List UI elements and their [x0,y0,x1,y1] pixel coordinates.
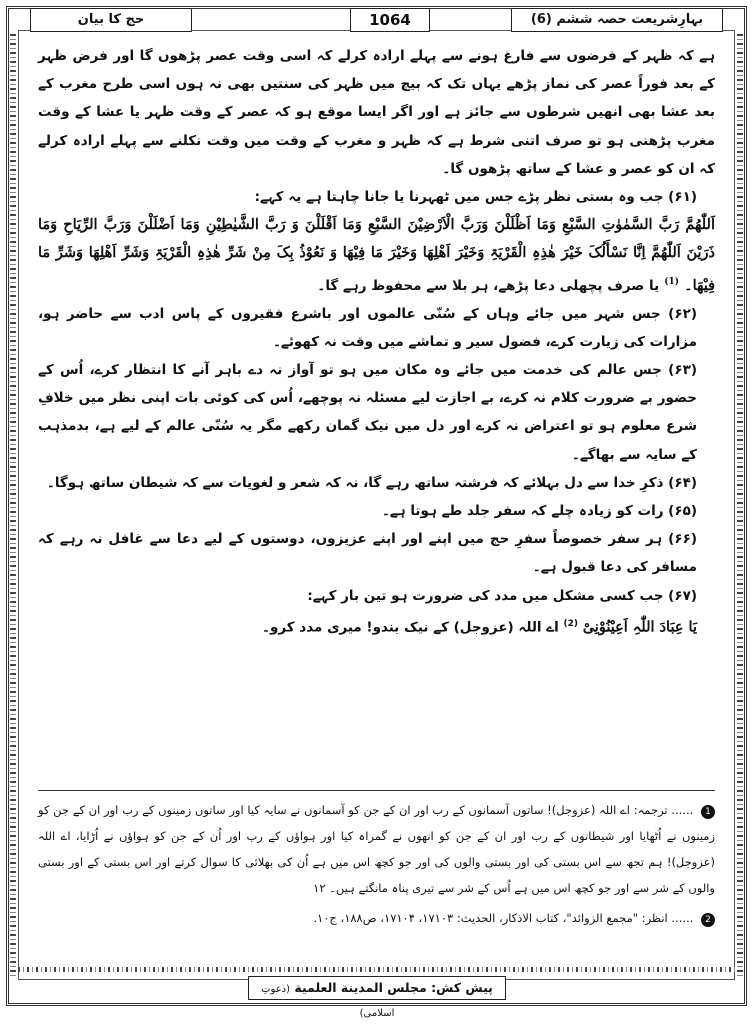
item-67: (۶۷) جب کسی مشکل میں مدد کی ضرورت ہو تین بار کہے: [307,587,697,604]
item-63: (۶۳) جس عالم کی خدمت میں جائے وہ مکان میں ہو تو آواز نہ دے باہر آنے کا انتظار کرے، اُس کے حضور بے ضرورت کلام نہ کرے، بے اجازت لیے مسئلہ نہ پوچھے، اُس کی کوئی بات اپنی نظر میں خلافِ شرع معلوم ہو تو اعتراض نہ کرے اور دل میں نیک گمان رکھے مگر یہ سُنّی عالم کے لیے ہے، بدمذہب کے سایہ سے بھاگے۔ [38,362,697,463]
right-ornament [737,34,743,978]
closing-line [38,610,715,642]
footer-sub: (دعوتِ اسلامی) [261,984,395,1019]
footnote-2 [38,905,715,931]
footnote-number: 1 [701,805,715,819]
dua-arabic: اَللّٰھُمَّ رَبَّ السَّمٰوٰتِ السَّبْعِ وَمَا اَظْلَلْنَ وَرَبَّ الْاَرْضِیْنَ السَّبْعِ وَمَا اَقْلَلْنَ وَ رَبَّ الشَّیٰطِیْنِ وَمَا اَضْلَلْنَ وَرَبَّ الرِّیَاحِ وَمَا ذَرَیْنَ اَللّٰھُمَّ اِنَّا نَسْأَلُکَ خَیْرَ ھٰذِہِ الْقَرْیَۃِ وَخَیْرَ اَھْلِھَا وَخَیْرَ مَا فِیْھَا وَ نَعُوْذُ بِکَ مِنْ شَرِّ ھٰذِہِ الْقَرْیَۃِ وَشَرِّ اَھْلِھَا وَشَرِّ مَا فِیْھَا۔ [38,216,715,294]
item-66: (۶۶) ہر سفر خصوصاً سفرِ حج میں اپنے اور اپنے عزیزوں، دوستوں کے لیے دعا سے غافل نہ رہے کہ مسافر کی دعا قبول ہے۔ [38,531,697,576]
footnote-number: 2 [701,913,715,927]
footnote-text: ...... انظر: "مجمع الزوائد"، کتاب الاذکار، الحدیث: ۱۷۱۰۳، ۱۷۱۰۴، ص۱۸۸، ج۱۰. [313,911,694,925]
footnote-ref-1: (1) [664,276,680,287]
item-62: (۶۲) جس شہر میں جائے وہاں کے سُنّی عالموں اور باشرع فقیروں کے پاس ادب سے حاضر ہو، مزارات کی زیارت کرے، فضول سیر و تماشے میں وقت نہ کھوئے۔ [38,305,697,350]
dua-text [38,211,715,299]
main-text [38,42,715,642]
publisher-footer [248,976,506,1019]
footnote-ref-2: (2) [563,618,578,629]
item-65: (۶۵) رات کو زیادہ چلے کہ سفر جلد طے ہوتا ہے۔ [381,503,697,520]
footnote-text: ...... ترجمہ: اے اللہ (عزوجل)! ساتوں آسمانوں کے رب اور ان کے جن کو آسمانوں نے سایہ کیا اور ساتوں زمینوں کے رب اور ان کے جن کو زمینوں نے اُٹھایا اور شیطانوں کے رب اور ان کے جن کو انھوں نے گمراہ کیا اور ہواؤں کے رب اور اُن کے جن کو ہواؤں نے اُڑایا، اے اللہ (عزوجل)! ہم تجھ سے اس بستی کی اور بستی والوں کی اور جو کچھ اس میں ہے اُن کی بھلائی کا سوال کرتے اور اس بستی کے اور بستی والوں کے شر سے اور جو کچھ اس میں ہے اُس کے شر سے تیری پناہ مانگتے ہیں۔ ۱۲ [38,803,715,895]
page-header [30,8,723,32]
footnotes [38,797,715,931]
footnote-1 [38,797,715,901]
footnote-divider [38,790,715,791]
item-61: (۶۱) جب وہ بستی نظر پڑے جس میں ٹھہرنا یا جانا چاہتا ہے یہ کہے: [254,189,697,206]
bottom-ornament [18,967,735,972]
footer-prefix: پیش کش: [431,980,493,995]
dua-note: یا صرف پچھلی دعا پڑھے، ہر بلا سے محفوظ رہے گا۔ [317,277,660,294]
closing-arabic: یَا عِبَادَ اللّٰہِ اَعِیْنُوْنِیْ [582,618,697,636]
book-title: بہارِشریعت حصہ ششم (6) [511,8,723,32]
paragraph: ہے کہ ظہر کے فرضوں سے فارغ ہونے سے پہلے ارادہ کرلے کہ اسی وقت عصر پڑھوں گا اور فرض ظہر کے بعد فوراً عصر کی نماز پڑھے یہاں تک کہ بیچ میں ظہر کی سنتیں بھی نہ ہوں اسی طرح مغرب کے بعد عشا بھی انھیں شرطوں سے جائز ہے اور اگر ایسا موقع ہو کہ عصر کے وقت ظہر یا عشا کے وقت مغرب پڑھنی ہو تو صرف اتنی شرط ہے کہ ظہر و مغرب کے وقت میں وقت نکلنے سے پہلے ارادہ کرلے کہ ان کو عصر و عشا کے ساتھ پڑھوں گا۔ [38,48,715,177]
item-64: (۶۴) ذکرِ خدا سے دل بہلائے کہ فرشتہ ساتھ رہے گا، نہ کہ شعر و لغویات سے کہ شیطان ساتھ ہوگا۔ [46,474,697,491]
left-ornament [10,34,16,978]
closing-meaning: اے اللہ (عزوجل) کے نیک بندو! میری مدد کرو۔ [262,619,559,636]
page-number: 1064 [350,8,430,32]
footer-org: مجلس المدينة العلمية [294,980,427,995]
chapter-title: حج کا بیان [30,8,192,32]
